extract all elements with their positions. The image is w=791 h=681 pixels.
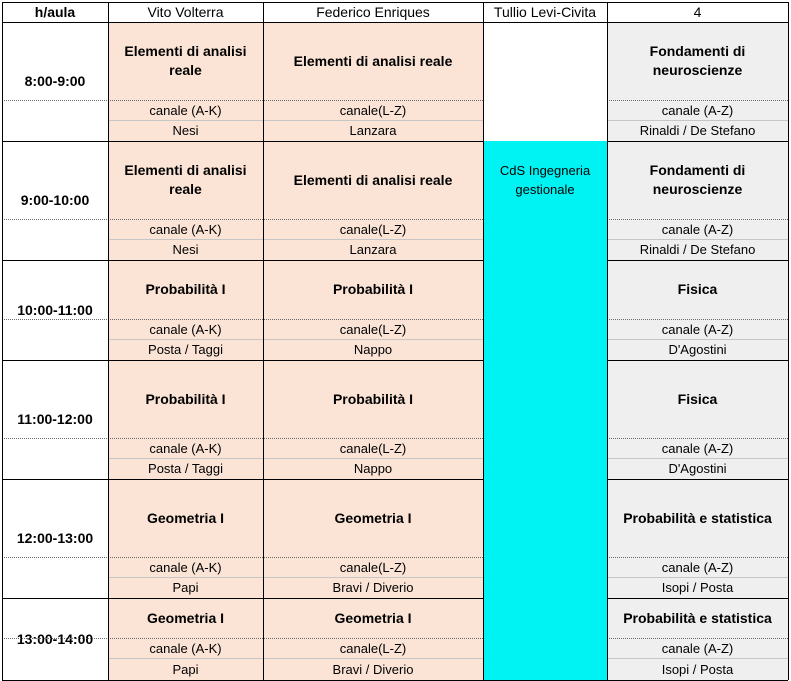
grid-line [607,479,788,480]
docente-cell[interactable]: Rinaldi / De Stefano [607,239,788,260]
grid-line [788,2,789,680]
course-cell[interactable]: Elementi di analisi reale [108,22,263,100]
course-cell[interactable]: Probabilità e statistica [607,598,788,638]
docente-cell[interactable]: Rinaldi / De Stefano [607,120,788,141]
row-divider [607,658,788,659]
dotted-divider [607,638,788,639]
course-cell[interactable]: Geometria I [263,479,483,557]
docente-cell[interactable]: Nesi [108,120,263,141]
grid-line [2,141,483,142]
canale-cell[interactable]: canale (A-K) [108,638,263,658]
time-slot-label[interactable]: 8:00-9:00 [24,73,86,89]
header-room-vito-volterra[interactable]: Vito Volterra [147,3,224,20]
time-slot-label[interactable]: 12:00-13:00 [16,530,94,546]
grid-line [2,479,483,480]
docente-cell[interactable]: Isopi / Posta [607,577,788,598]
grid-line [2,22,788,23]
grid-line [607,141,788,142]
course-cell[interactable]: Fisica [607,260,788,319]
dotted-divider [2,319,483,320]
canale-cell[interactable]: canale (A-K) [108,557,263,577]
canale-cell[interactable]: canale (A-Z) [607,319,788,339]
canale-cell[interactable]: canale (A-Z) [607,219,788,239]
row-divider [607,458,788,459]
empty-room-cell[interactable] [483,22,607,141]
canale-cell[interactable]: canale(L-Z) [263,438,483,458]
docente-cell[interactable]: Bravi / Diverio [263,577,483,598]
course-cell[interactable]: Elementi di analisi reale [263,141,483,219]
dotted-divider [607,557,788,558]
time-slot-label[interactable]: 10:00-11:00 [17,301,93,318]
course-cell[interactable]: Probabilità I [108,260,263,319]
header-room-4[interactable]: 4 [693,3,702,20]
docente-cell[interactable]: Lanzara [263,120,483,141]
docente-cell[interactable]: Isopi / Posta [607,658,788,680]
row-divider [108,339,483,340]
grid-line [2,2,788,3]
header-room-federico-enriques[interactable]: Federico Enriques [316,3,430,20]
row-divider [607,120,788,121]
cds-label: CdS Ingegneria gestionale [499,163,591,197]
row-divider [108,458,483,459]
dotted-divider [607,100,788,101]
course-cell[interactable]: Fisica [607,360,788,438]
dotted-divider [607,438,788,439]
course-cell[interactable]: Probabilità I [263,360,483,438]
time-slot-label[interactable]: 9:00-10:00 [20,192,90,208]
grid-line [2,598,483,599]
row-divider [108,239,483,240]
time-slot-label[interactable]: 13:00-14:00 [16,630,94,647]
course-cell[interactable]: Elementi di analisi reale [263,22,483,100]
course-cell[interactable]: Fondamenti di neuroscienze [607,141,788,219]
row-divider [108,120,483,121]
canale-cell[interactable]: canale (A-Z) [607,638,788,658]
docente-cell[interactable]: Nappo [263,339,483,360]
row-divider [108,658,483,659]
course-cell[interactable]: Geometria I [108,598,263,638]
grid-line [607,598,788,599]
canale-cell[interactable]: canale (A-Z) [607,557,788,577]
row-divider [607,339,788,340]
docente-cell[interactable]: Nappo [263,458,483,479]
grid-line [2,360,483,361]
docente-cell[interactable]: Bravi / Diverio [263,658,483,680]
dotted-divider [2,638,483,639]
grid-line [108,2,109,680]
row-divider [108,577,483,578]
docente-cell[interactable]: Posta / Taggi [108,339,263,360]
course-cell[interactable]: Geometria I [263,598,483,638]
canale-cell[interactable]: canale(L-Z) [263,638,483,658]
canale-cell[interactable]: canale (A-K) [108,219,263,239]
canale-cell[interactable]: canale(L-Z) [263,219,483,239]
time-slot-label[interactable]: 11:00-12:00 [17,411,93,427]
cds-ingegneria-gestionale-cell[interactable] [483,141,607,680]
grid-line [2,260,483,261]
canale-cell[interactable]: canale(L-Z) [263,557,483,577]
canale-cell[interactable]: canale (A-K) [108,319,263,339]
header-corner[interactable]: h/aula [34,3,76,20]
course-cell[interactable]: Probabilità I [263,260,483,319]
canale-cell[interactable]: canale (A-K) [108,438,263,458]
grid-line [483,2,484,680]
docente-cell[interactable]: D'Agostini [607,339,788,360]
course-cell[interactable]: Probabilità e statistica [607,479,788,557]
course-cell[interactable]: Elementi di analisi reale [108,141,263,219]
header-room-tullio-levi-civita[interactable]: Tullio Levi-Civita [493,3,597,20]
canale-cell[interactable]: canale (A-Z) [607,438,788,458]
dotted-divider [607,319,788,320]
course-cell[interactable]: Probabilità I [108,360,263,438]
row-divider [607,239,788,240]
row-divider [607,577,788,578]
grid-line [607,360,788,361]
course-cell[interactable]: Geometria I [108,479,263,557]
canale-cell[interactable]: canale(L-Z) [263,319,483,339]
canale-cell[interactable]: canale (A-Z) [607,100,788,120]
grid-line [607,260,788,261]
docente-cell[interactable]: Papi [108,658,263,680]
grid-line [607,2,608,680]
grid-line [263,2,264,680]
docente-cell[interactable]: Lanzara [263,239,483,260]
dotted-divider [2,557,483,558]
docente-cell[interactable]: D'Agostini [607,458,788,479]
dotted-divider [607,219,788,220]
course-cell[interactable]: Fondamenti di neuroscienze [607,22,788,100]
dotted-divider [2,219,483,220]
grid-line [2,2,3,680]
dotted-divider [2,100,483,101]
canale-cell[interactable]: canale (A-K) [108,100,263,120]
docente-cell[interactable]: Papi [108,577,263,598]
docente-cell[interactable]: Posta / Taggi [108,458,263,479]
dotted-divider [2,438,483,439]
canale-cell[interactable]: canale(L-Z) [263,100,483,120]
docente-cell[interactable]: Nesi [108,239,263,260]
